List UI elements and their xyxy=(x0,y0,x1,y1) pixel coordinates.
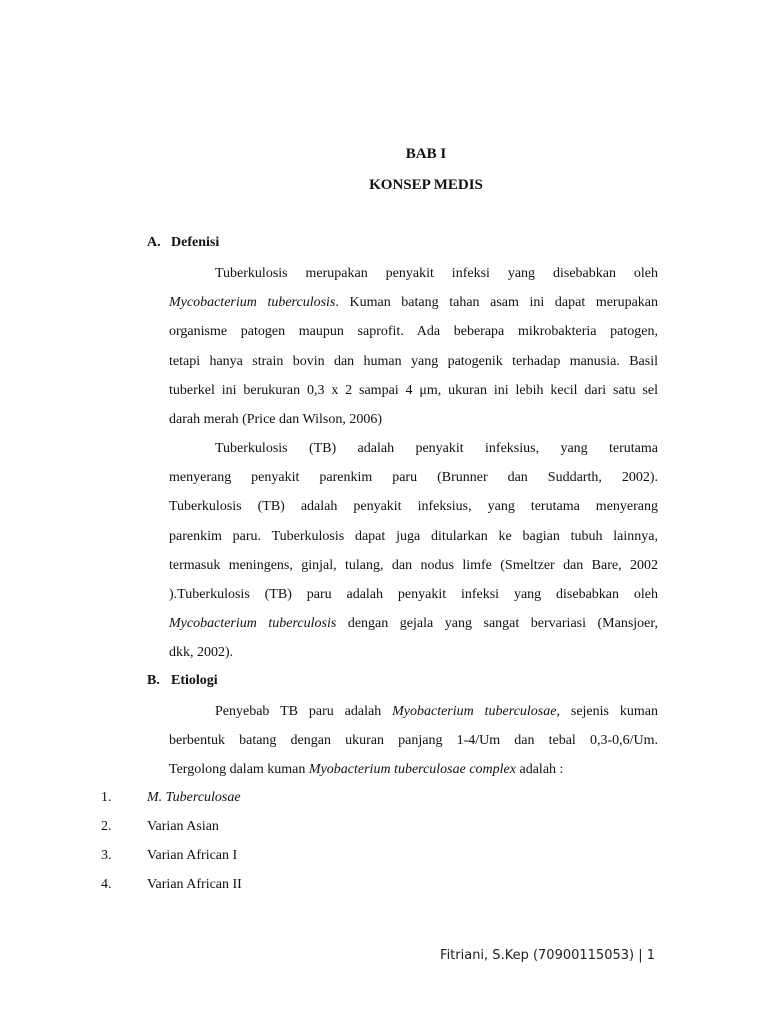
section-b-letter: B. xyxy=(147,673,160,688)
paragraph-line: darah merah (Price dan Wilson, 2006) xyxy=(169,411,383,427)
list-item: Varian African I xyxy=(147,848,238,863)
paragraph-line: berbentuk batang dengan ukuran panjang 1-4/Um dan tebal 0,3-0,6/Um. xyxy=(169,733,658,749)
paragraph-line: Mycobacterium tuberculosis dengan gejala yang sangat bervariasi (Mansjoer, xyxy=(169,616,658,632)
section-a-letter: A. xyxy=(147,235,161,250)
section-a-paragraph-2 xyxy=(169,434,658,668)
list-item: Varian African II xyxy=(147,877,242,892)
paragraph-line: organisme patogen maupun saprofit. Ada beberapa mikrobakteria patogen, xyxy=(169,324,658,340)
species-name: Myobacterium tuberculosae xyxy=(392,704,557,719)
chapter-subtitle: KONSEP MEDIS xyxy=(369,177,483,193)
list-item: Varian Asian xyxy=(147,819,219,834)
section-b-title: Etiologi xyxy=(171,673,218,688)
paragraph-line: tetapi hanya strain bovin dan human yang patogenik terhadap manusia. Basil xyxy=(169,353,658,369)
species-name: Myobacterium tuberculosae complex xyxy=(308,762,516,778)
chapter-title: BAB I xyxy=(405,146,447,162)
list-number: 4. xyxy=(101,877,112,892)
paragraph-line: Tergolong dalam kuman Myobacterium tuberculosae complex adalah : xyxy=(169,762,564,778)
section-b-paragraph xyxy=(169,697,658,785)
section-b-heading xyxy=(147,673,218,689)
paragraph-line: Tuberkulosis (TB) adalah penyakit infeksius, yang terutama menyerang xyxy=(169,499,658,515)
species-name: Mycobacterium tuberculosis xyxy=(169,616,337,632)
section-a-paragraph-1 xyxy=(169,259,658,434)
paragraph-line: menyerang penyakit parenkim paru (Brunner dan Suddarth, 2002). xyxy=(169,470,658,486)
section-a-title: Defenisi xyxy=(171,235,220,250)
paragraph-line: Penyebab TB paru adalah Myobacterium tuberculosae, sejenis kuman xyxy=(215,704,658,719)
paragraph-line: ).Tuberkulosis (TB) paru adalah penyakit infeksi yang disebabkan oleh xyxy=(169,586,658,602)
paragraph-line: Tuberkulosis merupakan penyakit infeksi yang disebabkan oleh xyxy=(215,266,658,281)
paragraph-line: Tuberkulosis (TB) adalah penyakit infeksius, yang terutama xyxy=(215,441,658,456)
paragraph-line: Mycobacterium tuberculosis. Kuman batang tahan asam ini dapat merupakan xyxy=(169,295,659,311)
list-number: 3. xyxy=(101,848,112,863)
paragraph-line: parenkim paru. Tuberkulosis dapat juga ditularkan ke bagian tubuh lainnya, xyxy=(169,528,658,544)
list-number: 2. xyxy=(101,819,112,834)
section-a-heading xyxy=(147,235,219,251)
paragraph-line: termasuk meningens, ginjal, tulang, dan nodus limfe (Smeltzer dan Bare, 2002 xyxy=(169,557,658,573)
paragraph-line: dkk, 2002). xyxy=(169,645,234,661)
page-footer: Fitriani, S.Kep (70900115053) | 1 xyxy=(440,948,655,963)
list-number: 1. xyxy=(101,790,112,805)
list-item: M. Tuberculosae xyxy=(147,790,241,805)
species-name: Mycobacterium tuberculosis xyxy=(169,295,336,311)
paragraph-line: tuberkel ini berukuran 0,3 x 2 sampai 4 μm, ukuran ini lebih kecil dari satu sel xyxy=(169,382,658,398)
